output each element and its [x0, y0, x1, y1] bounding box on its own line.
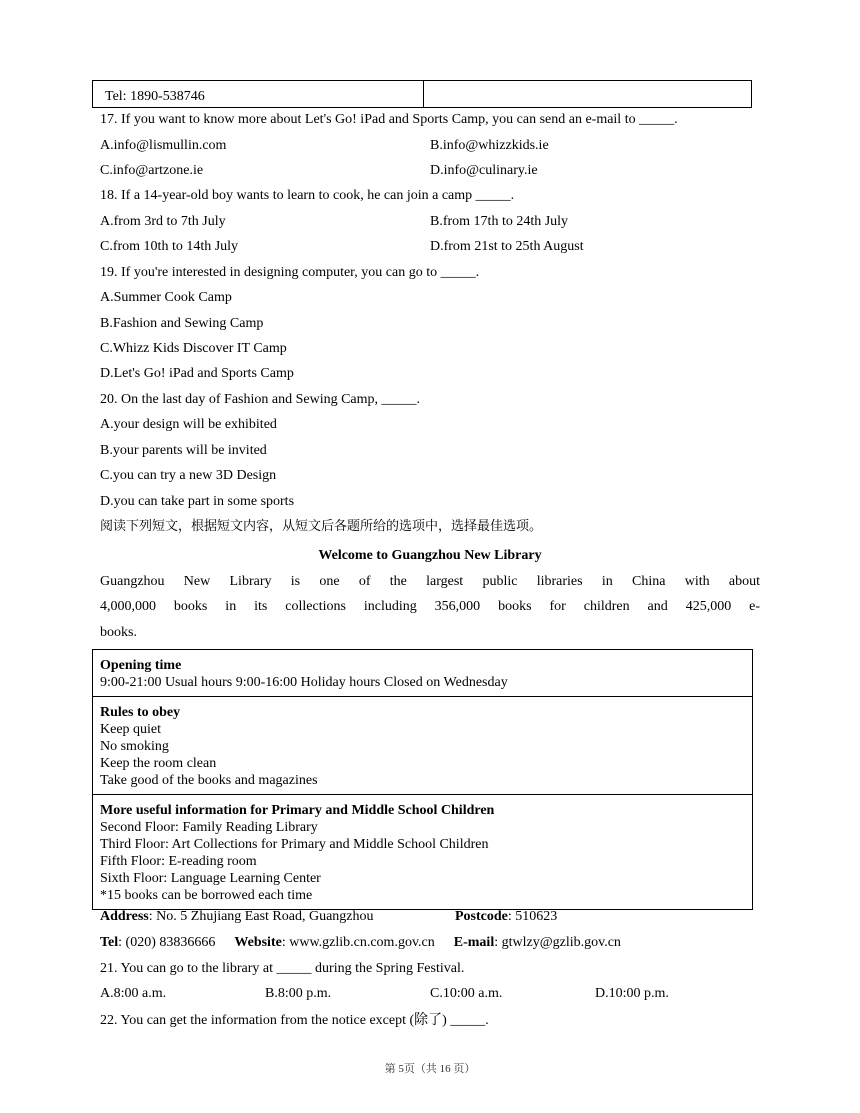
passage-title: Welcome to Guangzhou New Library: [318, 548, 542, 563]
rule-item: Keep the room clean: [100, 756, 217, 771]
rules-section: [93, 697, 752, 795]
tel-label: Tel: [100, 935, 119, 950]
question-19-stem: 19. If you're interested in designing computer, you can go to _____.: [100, 265, 480, 280]
q19-option-a: A.Summer Cook Camp: [100, 290, 232, 305]
rule-item: Keep quiet: [100, 722, 162, 737]
website-label: Website: [234, 935, 282, 950]
useful-info-item: Fifth Floor: E-reading room: [100, 854, 257, 869]
question-22-stem: 22. You can get the information from the notice except (除了) _____.: [100, 1013, 489, 1028]
useful-info-item: Third Floor: Art Collections for Primary and Middle School Children: [100, 837, 489, 852]
reading-instruction: 阅读下列短文，根据短文内容，从短文后各题所给的选项中，选择最佳选项。: [100, 519, 543, 534]
q17-option-d: D.info@culinary.ie: [430, 163, 538, 178]
rule-item: Take good of the books and magazines: [100, 773, 318, 788]
tel-cell: Tel: 1890-538746: [93, 81, 424, 107]
postcode-label: Postcode: [455, 909, 508, 924]
question-18-stem: 18. If a 14-year-old boy wants to learn to cook, he can join a camp _____.: [100, 188, 515, 203]
q17-option-a: A.info@lismullin.com: [100, 138, 227, 153]
empty-cell: [424, 81, 751, 107]
previous-table-tail: [92, 80, 752, 108]
rule-item: No smoking: [100, 739, 169, 754]
q18-option-d: D.from 21st to 25th August: [430, 239, 584, 254]
q21-option-a: A.8:00 a.m.: [100, 986, 167, 1001]
address-value: : No. 5 Zhujiang East Road, Guangzhou: [148, 909, 374, 924]
passage-line-3: books.: [100, 625, 137, 640]
question-21-stem: 21. You can go to the library at _____ during the Spring Festival.: [100, 961, 465, 976]
q20-option-a: A.your design will be exhibited: [100, 417, 277, 432]
useful-info-section: [93, 795, 752, 909]
useful-info-heading: More useful information for Primary and Middle School Children: [100, 803, 495, 818]
q19-option-d: D.Let's Go! iPad and Sports Camp: [100, 366, 294, 381]
email-label: E-mail: [453, 935, 495, 950]
postcode-value: : 510623: [507, 909, 558, 924]
useful-info-item: *15 books can be borrowed each time: [100, 888, 313, 903]
address-line: [100, 908, 374, 926]
address-label: Address: [100, 909, 149, 924]
q17-option-c: C.info@artzone.ie: [100, 163, 204, 178]
tel-value: : (020) 83836666: [118, 935, 216, 950]
email-value: : gtwlzy@gzlib.gov.cn: [494, 935, 621, 950]
question-20-stem: 20. On the last day of Fashion and Sewing Camp, _____.: [100, 392, 421, 407]
question-17-stem: 17. If you want to know more about Let's Go! iPad and Sports Camp, you can send an e-mail to _____.: [100, 112, 678, 127]
passage-line-2: 4,000,000 books in its collections including 356,000 books for children and 425,000 e-: [100, 599, 760, 614]
q18-option-b: B.from 17th to 24th July: [430, 214, 569, 229]
library-info-table: [92, 649, 753, 910]
opening-time-heading: Opening time: [100, 658, 182, 673]
opening-time-text: 9:00-21:00 Usual hours 9:00-16:00 Holiday hours Closed on Wednesday: [100, 675, 508, 690]
q20-option-c: C.you can try a new 3D Design: [100, 468, 277, 483]
q17-option-b: B.info@whizzkids.ie: [430, 138, 549, 153]
q21-option-b: B.8:00 p.m.: [265, 986, 332, 1001]
useful-info-item: Second Floor: Family Reading Library: [100, 820, 318, 835]
q18-option-c: C.from 10th to 14th July: [100, 239, 239, 254]
opening-time-section: [93, 650, 752, 697]
website-value: : www.gzlib.cn.com.gov.cn: [281, 935, 435, 950]
page-number-footer: 第 5页（共 16 页）: [384, 1063, 476, 1075]
rules-heading: Rules to obey: [100, 705, 181, 720]
useful-info-item: Sixth Floor: Language Learning Center: [100, 871, 321, 886]
postcode-line: [455, 908, 557, 926]
q20-option-b: B.your parents will be invited: [100, 443, 267, 458]
q18-option-a: A.from 3rd to 7th July: [100, 214, 226, 229]
q21-option-c: C.10:00 a.m.: [430, 986, 503, 1001]
q19-option-b: B.Fashion and Sewing Camp: [100, 316, 264, 331]
q20-option-d: D.you can take part in some sports: [100, 494, 295, 509]
q19-option-c: C.Whizz Kids Discover IT Camp: [100, 341, 287, 356]
q21-option-d: D.10:00 p.m.: [595, 986, 669, 1001]
contact-line: [100, 934, 621, 952]
passage-line-1: Guangzhou New Library is one of the largest public libraries in China with about: [100, 574, 760, 589]
